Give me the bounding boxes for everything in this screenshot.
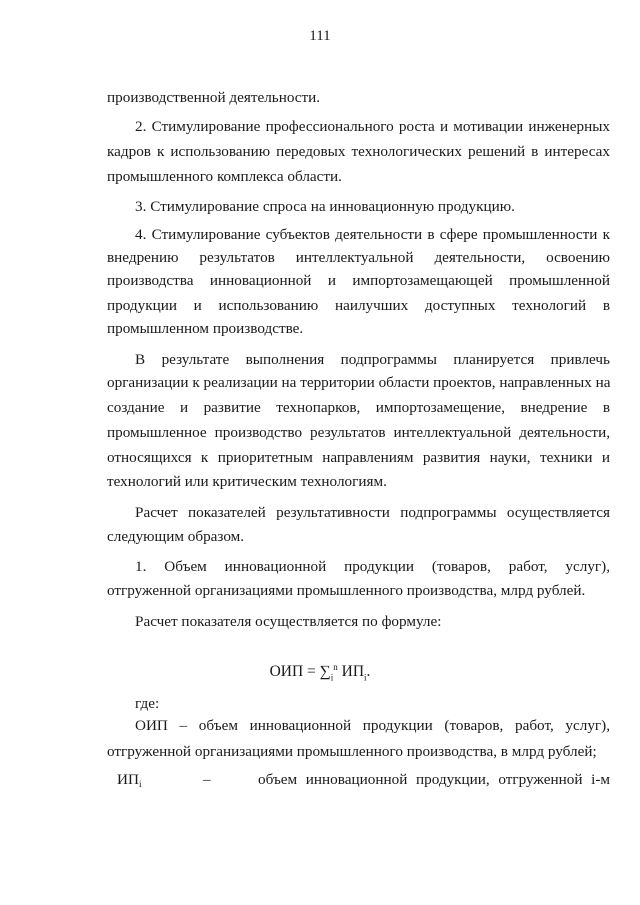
symbol-index: i <box>138 779 142 789</box>
formula-equals: = <box>307 663 316 681</box>
text-line: промышленном производстве. <box>107 320 304 337</box>
formula-end: . <box>366 663 371 681</box>
formula-lhs: ОИП <box>269 663 304 681</box>
text-line: организации к реализации на территории области проектов, направленных на <box>107 374 611 391</box>
text-line: Расчет показателя осуществляется по формуле: <box>135 613 442 630</box>
formula-sum-sign: ∑ <box>319 663 331 681</box>
text-line: производства инновационной и импортозамещающей промышленной <box>107 272 610 289</box>
text-line: продукции и использованию наилучших доступных технологий в <box>107 297 610 314</box>
text-line: следующим образом. <box>107 528 245 545</box>
text-line: В результате выполнения подпрограммы планируется привлечь <box>135 351 610 368</box>
text-line: внедрению результатов интеллектуальной деятельности, освоению <box>107 249 610 266</box>
formula <box>0 662 640 682</box>
text-line: 4. Стимулирование субъектов деятельности в сфере промышленности к <box>135 226 610 243</box>
text-line: отгруженной организациями промышленного производства, в млрд рублей; <box>107 743 597 760</box>
text-line: где: <box>135 695 160 712</box>
definition-text: объем инновационной продукции, отгруженной i-м <box>258 771 610 788</box>
text-line: создание и развитие технопарков, импортозамещение, внедрение в <box>107 399 610 416</box>
text-line: отгруженной организациями промышленного производства, млрд рублей. <box>107 582 586 599</box>
formula-term: ИП <box>341 663 365 681</box>
text-line: производственной деятельности. <box>107 89 321 106</box>
text-line: 3. Стимулирование спроса на инновационную продукцию. <box>135 198 515 215</box>
text-line: технологий или критическим технологиям. <box>107 473 387 490</box>
formula-sum-upper: n <box>333 662 338 672</box>
text-line: промышленного комплекса области. <box>107 168 342 185</box>
text-line: промышленное производство результатов интеллектуальной деятельности, <box>107 424 610 441</box>
formula-term-index: i <box>364 672 367 683</box>
page-number: 111 <box>309 28 331 44</box>
symbol <box>117 770 141 794</box>
text-line: Расчет показателей результативности подпрограммы осуществляется <box>135 504 610 521</box>
symbol-base: ИП <box>117 771 139 788</box>
text-line: 2. Стимулирование профессионального роста и мотивации инженерных <box>135 118 610 135</box>
formula-sum-lower: i <box>330 672 334 683</box>
definition-dash: – <box>203 771 211 788</box>
text-line: кадров к использованию передовых технологических решений в интересах <box>107 143 610 160</box>
text-line: 1. Объем инновационной продукции (товаров, работ, услуг), <box>135 558 610 575</box>
text-line: ОИП – объем инновационной продукции (товаров, работ, услуг), <box>135 717 610 734</box>
text-line: относящихся к приоритетным направлениям развития науки, техники и <box>107 449 610 466</box>
